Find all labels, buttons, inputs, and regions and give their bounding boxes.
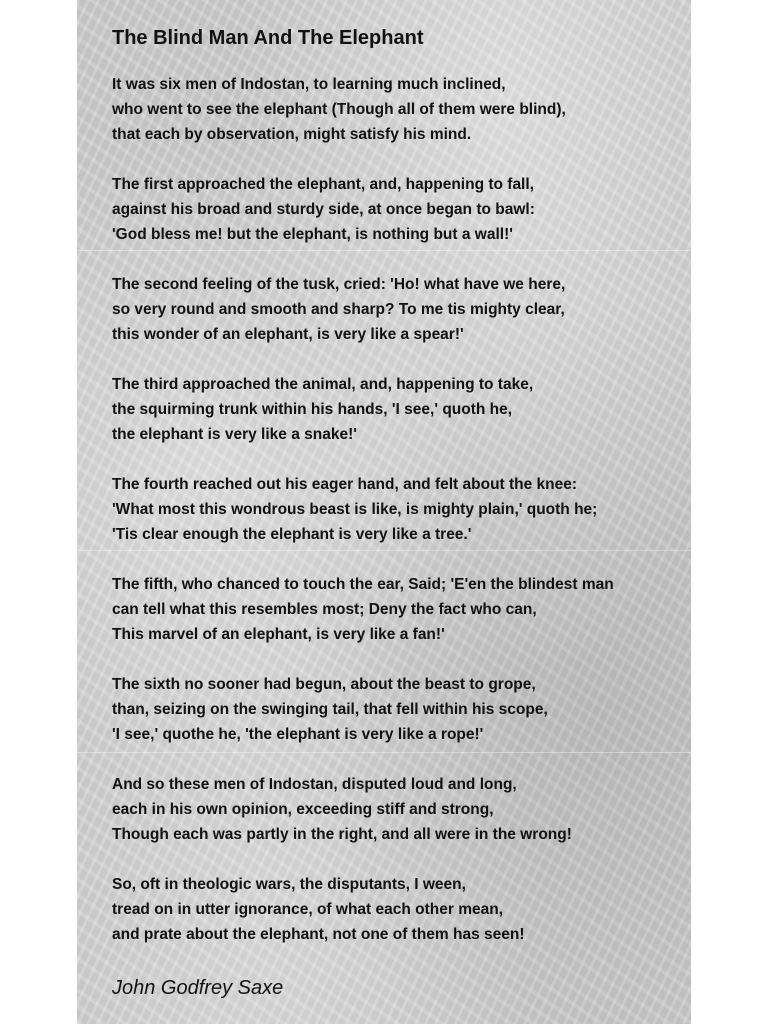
poem-title: The Blind Man And The Elephant [112, 27, 424, 49]
poem-line: Though each was partly in the right, and all were in the wrong! [112, 826, 572, 843]
poem-line: And so these men of Indostan, disputed loud and long, [112, 776, 517, 793]
poem-line: It was six men of Indostan, to learning much inclined, [112, 76, 506, 93]
poem-line: So, oft in theologic wars, the disputants, I ween, [112, 876, 466, 893]
poem-line: tread on in utter ignorance, of what each other mean, [112, 901, 504, 918]
poem-author: John Godfrey Saxe [112, 977, 284, 999]
stanza [112, 872, 687, 947]
poem-line: 'What most this wondrous beast is like, is mighty plain,' quoth he; [112, 501, 598, 518]
poem-line: and prate about the elephant, not one of them has seen! [112, 926, 525, 943]
poem-line: The sixth no sooner had begun, about the beast to grope, [112, 676, 536, 693]
poem-line: This marvel of an elephant, is very like a fan!' [112, 626, 445, 643]
poem-line: that each by observation, might satisfy his mind. [112, 126, 472, 143]
stanza [112, 372, 687, 447]
stanza [112, 672, 687, 747]
poem-line: 'I see,' quothe he, 'the elephant is very like a rope!' [112, 726, 484, 743]
poem-line: The fifth, who chanced to touch the ear, Said; 'E'en the blindest man [112, 576, 614, 593]
stanza [112, 72, 687, 147]
stanza [112, 772, 687, 847]
stanza [112, 472, 687, 547]
poem-line: The second feeling of the tusk, cried: 'Ho! what have we here, [112, 276, 566, 293]
stanza [112, 172, 687, 247]
poem-line: this wonder of an elephant, is very like a spear!' [112, 326, 464, 343]
poem-line: so very round and smooth and sharp? To me tis mighty clear, [112, 301, 565, 318]
poem-body [112, 72, 687, 972]
poem-line: who went to see the elephant (Though all of them were blind), [112, 101, 566, 118]
poem-line: than, seizing on the swinging tail, that fell within his scope, [112, 701, 548, 718]
poem-line: against his broad and sturdy side, at once began to bawl: [112, 201, 535, 218]
poem-line: 'God bless me! but the elephant, is nothing but a wall!' [112, 226, 513, 243]
stanza [112, 272, 687, 347]
poem-line: the elephant is very like a snake!' [112, 426, 357, 443]
poem-line: The first approached the elephant, and, happening to fall, [112, 176, 534, 193]
poem-card [77, 0, 691, 1024]
poem-line: 'Tis clear enough the elephant is very like a tree.' [112, 526, 472, 543]
poem-line: each in his own opinion, exceeding stiff and strong, [112, 801, 494, 818]
poem-line: The fourth reached out his eager hand, and felt about the knee: [112, 476, 578, 493]
poem-line: The third approached the animal, and, happening to take, [112, 376, 534, 393]
poem-line: the squirming trunk within his hands, 'I see,' quoth he, [112, 401, 513, 418]
stanza [112, 572, 687, 647]
poem-line: can tell what this resembles most; Deny the fact who can, [112, 601, 537, 618]
